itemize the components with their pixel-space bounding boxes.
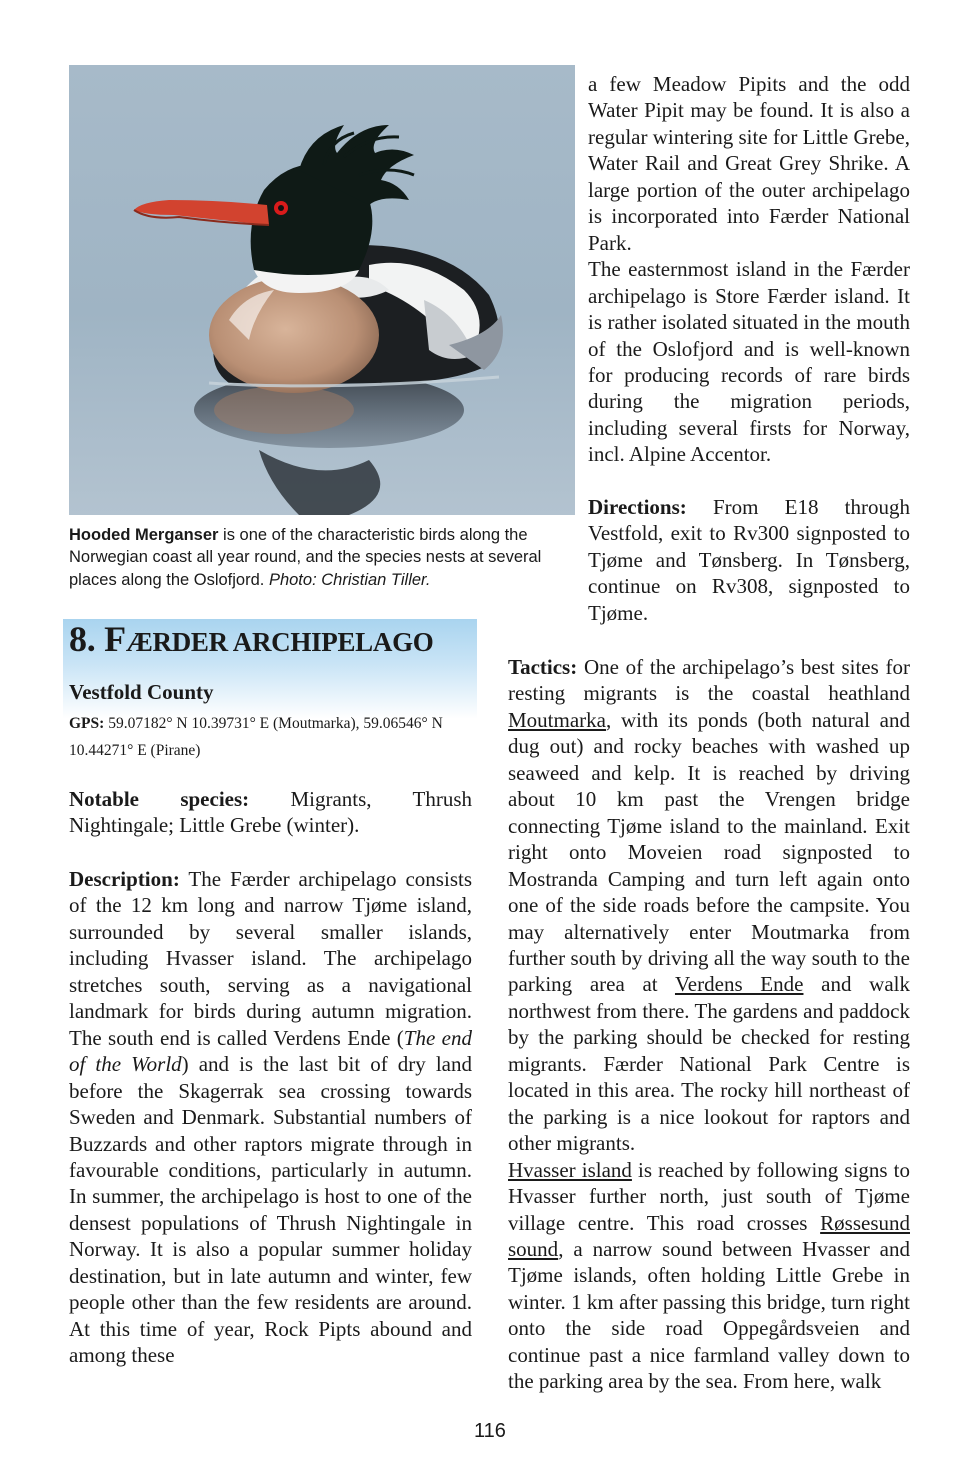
link-rossesund-sound[interactable]: Røssesund sound xyxy=(508,1210,910,1261)
description-section: Description: The Færder archipelago consists of the 12 km long and narrow Tjøme island, surrounded by several smaller islands, including Hvasser island. The archipelago stretches south, serving as a navigational landmark for birds during autumn migration. The south end is called Verdens Ende (The end of the World) and is the last bit of dry land before the Skagerrak sea crossing towards Sweden and Denmark. Substantial numbers of Buzzards and other raptors migrate through in favourable conditions, particularly in autumn. In summer, the archipelago is host to one of the densest populations of Thrush Nightingale in Norway. It is also a popular summer holiday destination, but in late autumn and winter, few people other than the few residents are around. At this time of year, Rock Pipts abound and among these xyxy=(69,867,473,1368)
link-hvasser-island[interactable]: Hvasser island xyxy=(508,1157,632,1182)
directions-label: Directions: xyxy=(588,495,687,519)
notable-text: Migrants, Thrush Nightingale; Little Grebe (winter). xyxy=(69,787,472,838)
caption-credit: Photo: Christian Tiller. xyxy=(268,570,431,589)
description-label: Description: xyxy=(69,867,180,891)
link-verdens-ende[interactable]: Verdens Ende xyxy=(674,972,804,997)
paragraph: The easternmost island in the Færder archipelago is Store Færder island. It is rather isolated situated in the mouth of the Oslofjord and is well-known for producing records of rare birds during the migration periods, including several firsts for Norway, incl. Alpine Accentor. xyxy=(588,257,910,467)
page-number: 116 xyxy=(474,1420,506,1442)
caption-species: Hooded Merganser xyxy=(69,526,219,544)
right-column-top xyxy=(588,71,910,468)
section-title: 8. FÆRDER ARCHIPELAGO xyxy=(69,619,434,659)
directions-text: From E18 through Vestfold, exit to Rv300 signposted to Tjøme and Tønsberg. In Tønsberg, continue on Rv308, signposted to Tjøme. xyxy=(588,495,910,625)
tactics-section: Tactics: One of the archipelago’s best sites for resting migrants is the coastal heathland Moutmarka, with its ponds (both natural and dug out) and rocky beaches with washed up seaweed and kelp. It is reached by driving about 10 km past the Vrengen bridge connecting Tjøme island to the mainland. Exit right onto Moveien road signposted to Mostranda Camping and turn left again onto one of the side roads before the campsite. You may alternatively enter Moutmarka from further south by driving all the way south to the parking area at Verdens Ende and walk northwest from there. The gardens and paddock by the parking should be checked for resting migrants. Færder National Park Centre is located in this area. The rocky hill northeast of the parking is a nice lookout for raptors and other migrants. Hvasser island is reached by following signs to Hvasser further north, just south of Tjøme village centre. This road crosses Røssesund sound, a narrow sound between Hvasser and Tjøme islands, often holding Little Grebe in winter. 1 km after passing this bridge, turn right onto the side road Oppegårdsveien and continue past a nice farmland valley down to the parking area by the sea. From here, walk xyxy=(508,655,910,1394)
county-name: Vestfold County xyxy=(69,680,214,704)
notable-species xyxy=(69,786,472,839)
notable-label: Notable species: xyxy=(69,787,250,811)
directions-section xyxy=(588,494,910,626)
tactics-label: Tactics: xyxy=(508,655,578,679)
link-moutmarka[interactable]: Moutmarka xyxy=(508,707,606,732)
caption-text: is one of the characteristic birds along the Norwegian coast all year round, and the species nests at several places along the Oslofjord. xyxy=(69,526,542,589)
merganser-photo xyxy=(69,65,575,515)
paragraph: a few Meadow Pipits and the odd Water Pipit may be found. It is also a regular wintering site for Little Grebe, Water Rail and Great Grey Shrike. A large portion of the outer archipelago is incorporated into Færder National Park. xyxy=(588,72,910,255)
photo-caption xyxy=(69,524,579,591)
gps-coordinates: GPS: 59.07182° N 10.39731° E (Moutmarka), 59.06546° N 10.44271° E (Pirane) xyxy=(69,715,443,759)
